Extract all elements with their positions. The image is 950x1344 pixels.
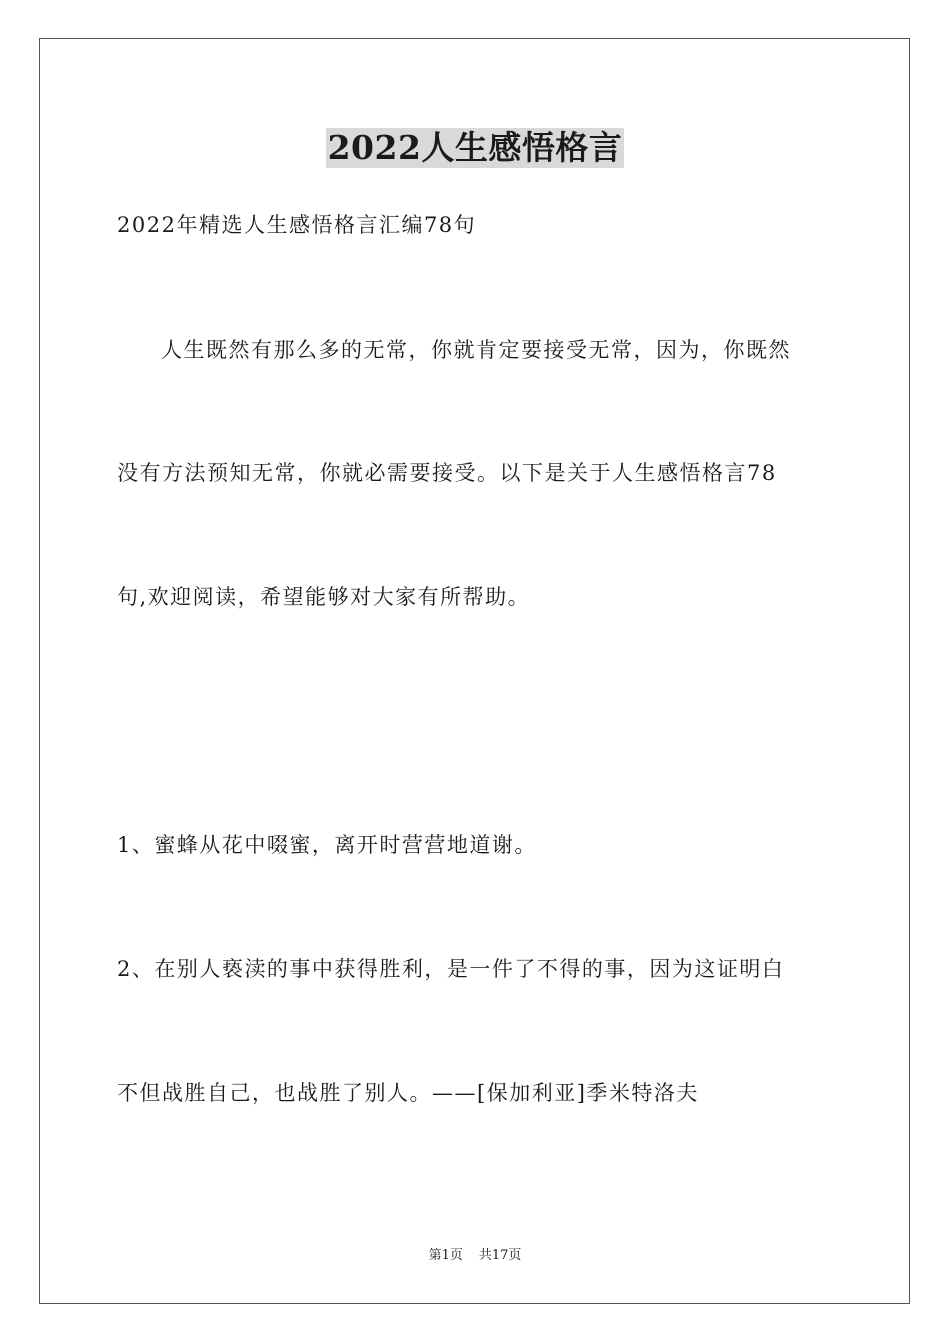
item-line-2: 2、在别人亵渎的事中获得胜利，是一件了不得的事，因为这证明白 <box>117 957 785 981</box>
title-container <box>0 128 950 168</box>
intro-line-3: 句,欢迎阅读，希望能够对大家有所帮助。 <box>117 585 531 609</box>
item-line-1: 1、蜜蜂从花中啜蜜，离开时营营地道谢。 <box>117 833 537 857</box>
document-title: 2022人生感悟格言 <box>327 128 623 167</box>
page-number-current: 第1页 <box>428 1248 463 1263</box>
page-footer <box>0 1247 950 1265</box>
page-number-total: 共17页 <box>478 1248 522 1263</box>
item-line-3: 不但战胜自己，也战胜了别人。——[保加利亚]季米特洛夫 <box>117 1081 699 1105</box>
intro-line-1: 人生既然有那么多的无常，你就肯定要接受无常，因为，你既然 <box>161 338 791 362</box>
document-subtitle: 2022年精选人生感悟格言汇编78句 <box>117 213 477 237</box>
intro-line-2: 没有方法预知无常，你就必需要接受。以下是关于人生感悟格言78 <box>117 461 777 485</box>
